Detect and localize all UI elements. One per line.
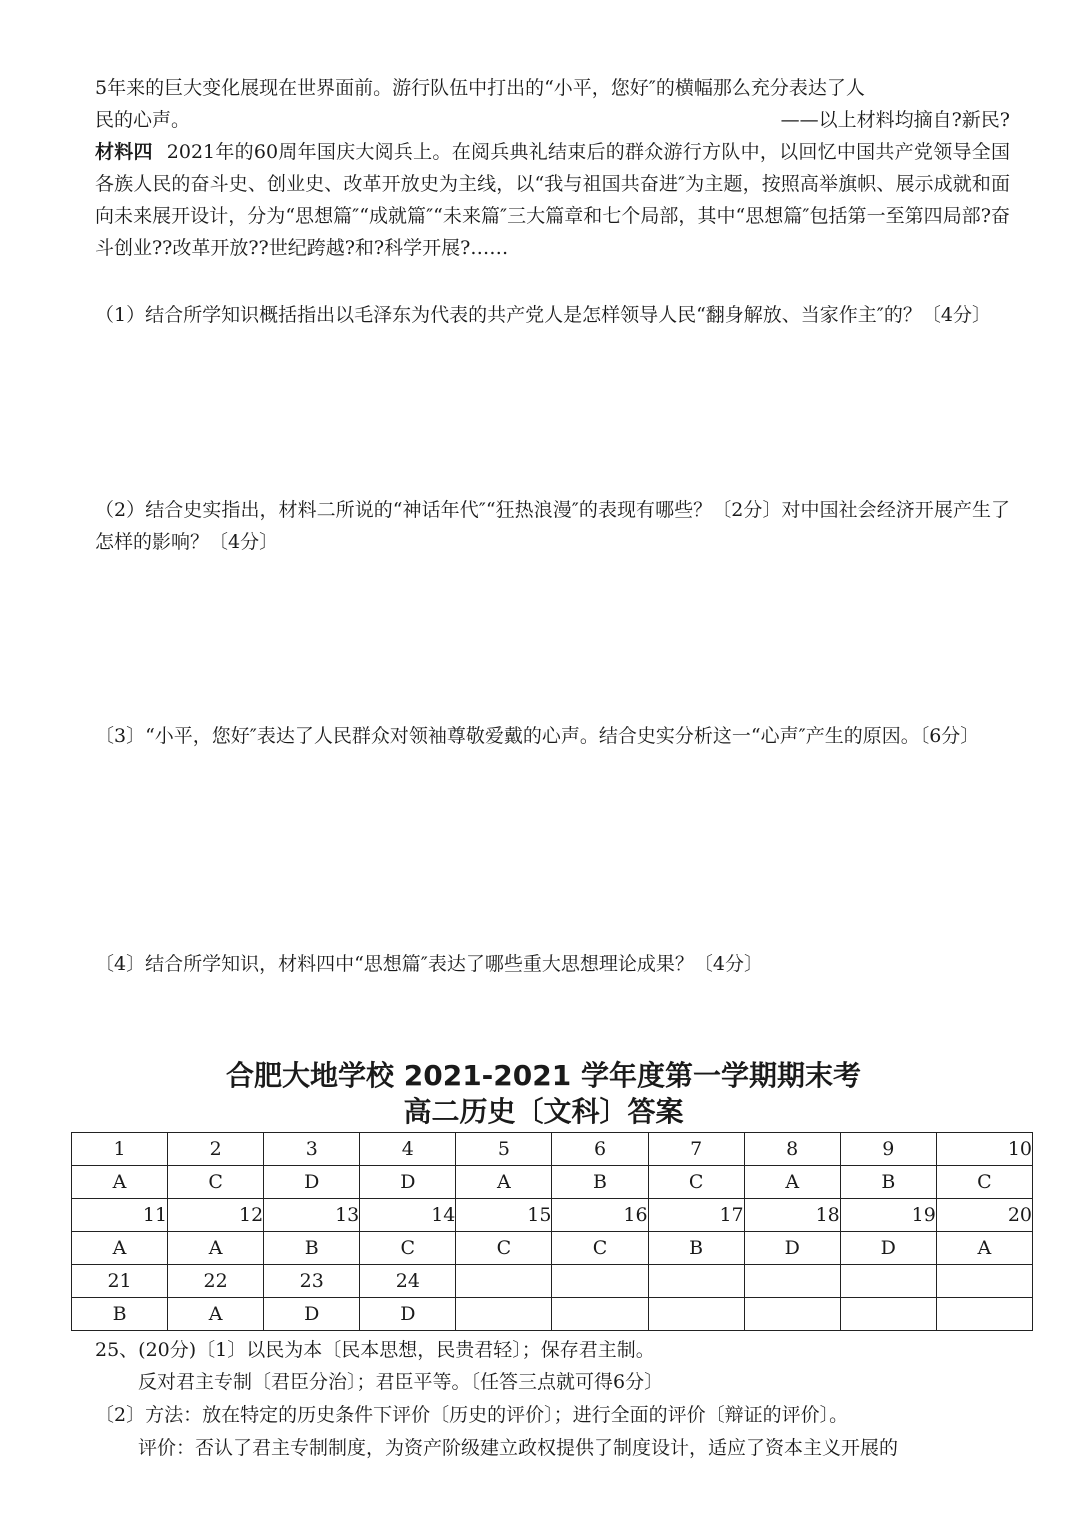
question-number-cell: 19 — [840, 1199, 936, 1232]
question-number-cell: 13 — [264, 1199, 360, 1232]
question-number-cell: 6 — [552, 1133, 648, 1166]
question-number-cell: 7 — [648, 1133, 744, 1166]
question-number-cell: 9 — [840, 1133, 936, 1166]
empty-cell — [552, 1265, 648, 1298]
answer-25-line-2: 反对君主专制〔君臣分治〕；君臣平等。〔任答三点就可得6分〕 — [138, 1371, 664, 1393]
question-number-cell: 4 — [360, 1133, 456, 1166]
answer-cell: B — [840, 1166, 936, 1199]
question-number-cell: 21 — [72, 1265, 168, 1298]
answer-cell: C — [648, 1166, 744, 1199]
table-row — [72, 1133, 1033, 1166]
intro-line-2-row — [95, 104, 1010, 136]
table-row — [72, 1265, 1033, 1298]
question-number-cell: 11 — [72, 1199, 168, 1232]
answer-25-line-3: 〔2〕方法：放在特定的历史条件下评价〔历史的评价〕；进行全面的评价〔辩证的评价〕。 — [95, 1404, 849, 1426]
question-number-cell: 14 — [360, 1199, 456, 1232]
answer-cell: B — [264, 1232, 360, 1265]
question-number-cell: 24 — [360, 1265, 456, 1298]
empty-cell — [456, 1265, 552, 1298]
material-4-text: 2021年的60周年国庆大阅兵上。在阅兵典礼结束后的群众游行方队中，以回忆中国共产党领导全国各族人民的奋斗史、创业史、改革开放史为主线，以“我与祖国共奋进″为主题，按照高举旗帜、展示成就和面向未来展开设计，分为“思想篇″“成就篇″“未来篇″三大篇章和七个局部，其中“思想篇″包括第一至第四局部?奋斗创业??改革开放??世纪跨越?和?科学开展?…… — [95, 141, 1010, 259]
question-2: （2）结合史实指出，材料二所说的“神话年代″“狂热浪漫″的表现有哪些？〔2分〕对中国社会经济开展产生了怎样的影响？〔4分〕 — [95, 499, 1010, 553]
table-row — [72, 1166, 1033, 1199]
answer-cell: B — [552, 1166, 648, 1199]
empty-cell — [840, 1265, 936, 1298]
material-4-label: 材料四 — [95, 141, 153, 163]
answer-cell: A — [744, 1166, 840, 1199]
empty-cell — [648, 1265, 744, 1298]
question-number-cell: 2 — [168, 1133, 264, 1166]
answer-cell: A — [72, 1166, 168, 1199]
answer-cell: D — [264, 1166, 360, 1199]
answer-cell: A — [168, 1232, 264, 1265]
answer-cell: A — [168, 1298, 264, 1331]
question-number-cell: 20 — [936, 1199, 1032, 1232]
question-number-cell: 10 — [936, 1133, 1032, 1166]
table-row — [72, 1232, 1033, 1265]
question-4: 〔4〕结合所学知识，材料四中“思想篇″表达了哪些重大思想理论成果？〔4分〕 — [95, 953, 763, 975]
answer-cell: D — [744, 1232, 840, 1265]
question-number-cell: 15 — [456, 1199, 552, 1232]
empty-cell — [936, 1298, 1032, 1331]
question-number-cell: 16 — [552, 1199, 648, 1232]
question-number-cell: 17 — [648, 1199, 744, 1232]
question-number-cell: 23 — [264, 1265, 360, 1298]
empty-cell — [552, 1298, 648, 1331]
question-3: 〔3〕“小平，您好″表达了人民群众对领袖尊敬爱戴的心声。结合史实分析这一“心声″产生的原因。〔6分〕 — [95, 725, 980, 747]
empty-cell — [648, 1298, 744, 1331]
answer-cell: D — [840, 1232, 936, 1265]
answer-cell: C — [552, 1232, 648, 1265]
material-4 — [95, 136, 1010, 264]
answer-cell: A — [936, 1232, 1032, 1265]
empty-cell — [456, 1298, 552, 1331]
answer-25-line-1: 25、(20分)〔1〕以民为本〔民本思想，民贵君轻〕；保存君主制。 — [95, 1339, 655, 1361]
question-number-cell: 12 — [168, 1199, 264, 1232]
question-number-cell: 3 — [264, 1133, 360, 1166]
material-source: ——以上材料均摘自?新民? — [780, 109, 1010, 131]
answer-cell: C — [168, 1166, 264, 1199]
intro-line-1: 5年来的巨大变化展现在世界面前。游行队伍中打出的“小平，您好″的横幅那么充分表达了人 — [95, 77, 865, 99]
answer-cell: A — [72, 1232, 168, 1265]
table-row — [72, 1199, 1033, 1232]
question-1: （1）结合所学知识概括指出以毛泽东为代表的共产党人是怎样领导人民“翻身解放、当家作主″的？〔4分〕 — [95, 304, 991, 326]
answer-title-school: 合肥大地学校 2021-2021 学年度第一学期期末考 — [226, 1059, 861, 1092]
answer-cell: D — [264, 1298, 360, 1331]
answer-cell: A — [456, 1166, 552, 1199]
answer-cell: D — [360, 1298, 456, 1331]
answer-cell: B — [648, 1232, 744, 1265]
answer-title-subject: 高二历史〔文科〕答案 — [403, 1095, 684, 1128]
question-number-cell: 22 — [168, 1265, 264, 1298]
question-number-cell: 1 — [72, 1133, 168, 1166]
answer-cell: C — [456, 1232, 552, 1265]
answer-cell: C — [360, 1232, 456, 1265]
question-number-cell: 5 — [456, 1133, 552, 1166]
table-row — [72, 1298, 1033, 1331]
question-number-cell: 18 — [744, 1199, 840, 1232]
answer-cell: B — [72, 1298, 168, 1331]
empty-cell — [744, 1298, 840, 1331]
empty-cell — [744, 1265, 840, 1298]
empty-cell — [840, 1298, 936, 1331]
question-number-cell: 8 — [744, 1133, 840, 1166]
answer-table — [71, 1132, 1033, 1331]
answer-cell: D — [360, 1166, 456, 1199]
answer-25-line-4: 评价：否认了君主专制制度，为资产阶级建立政权提供了制度设计，适应了资本主义开展的 — [138, 1437, 899, 1459]
empty-cell — [936, 1265, 1032, 1298]
intro-line-2: 民的心声。 — [95, 109, 191, 131]
answer-cell: C — [936, 1166, 1032, 1199]
